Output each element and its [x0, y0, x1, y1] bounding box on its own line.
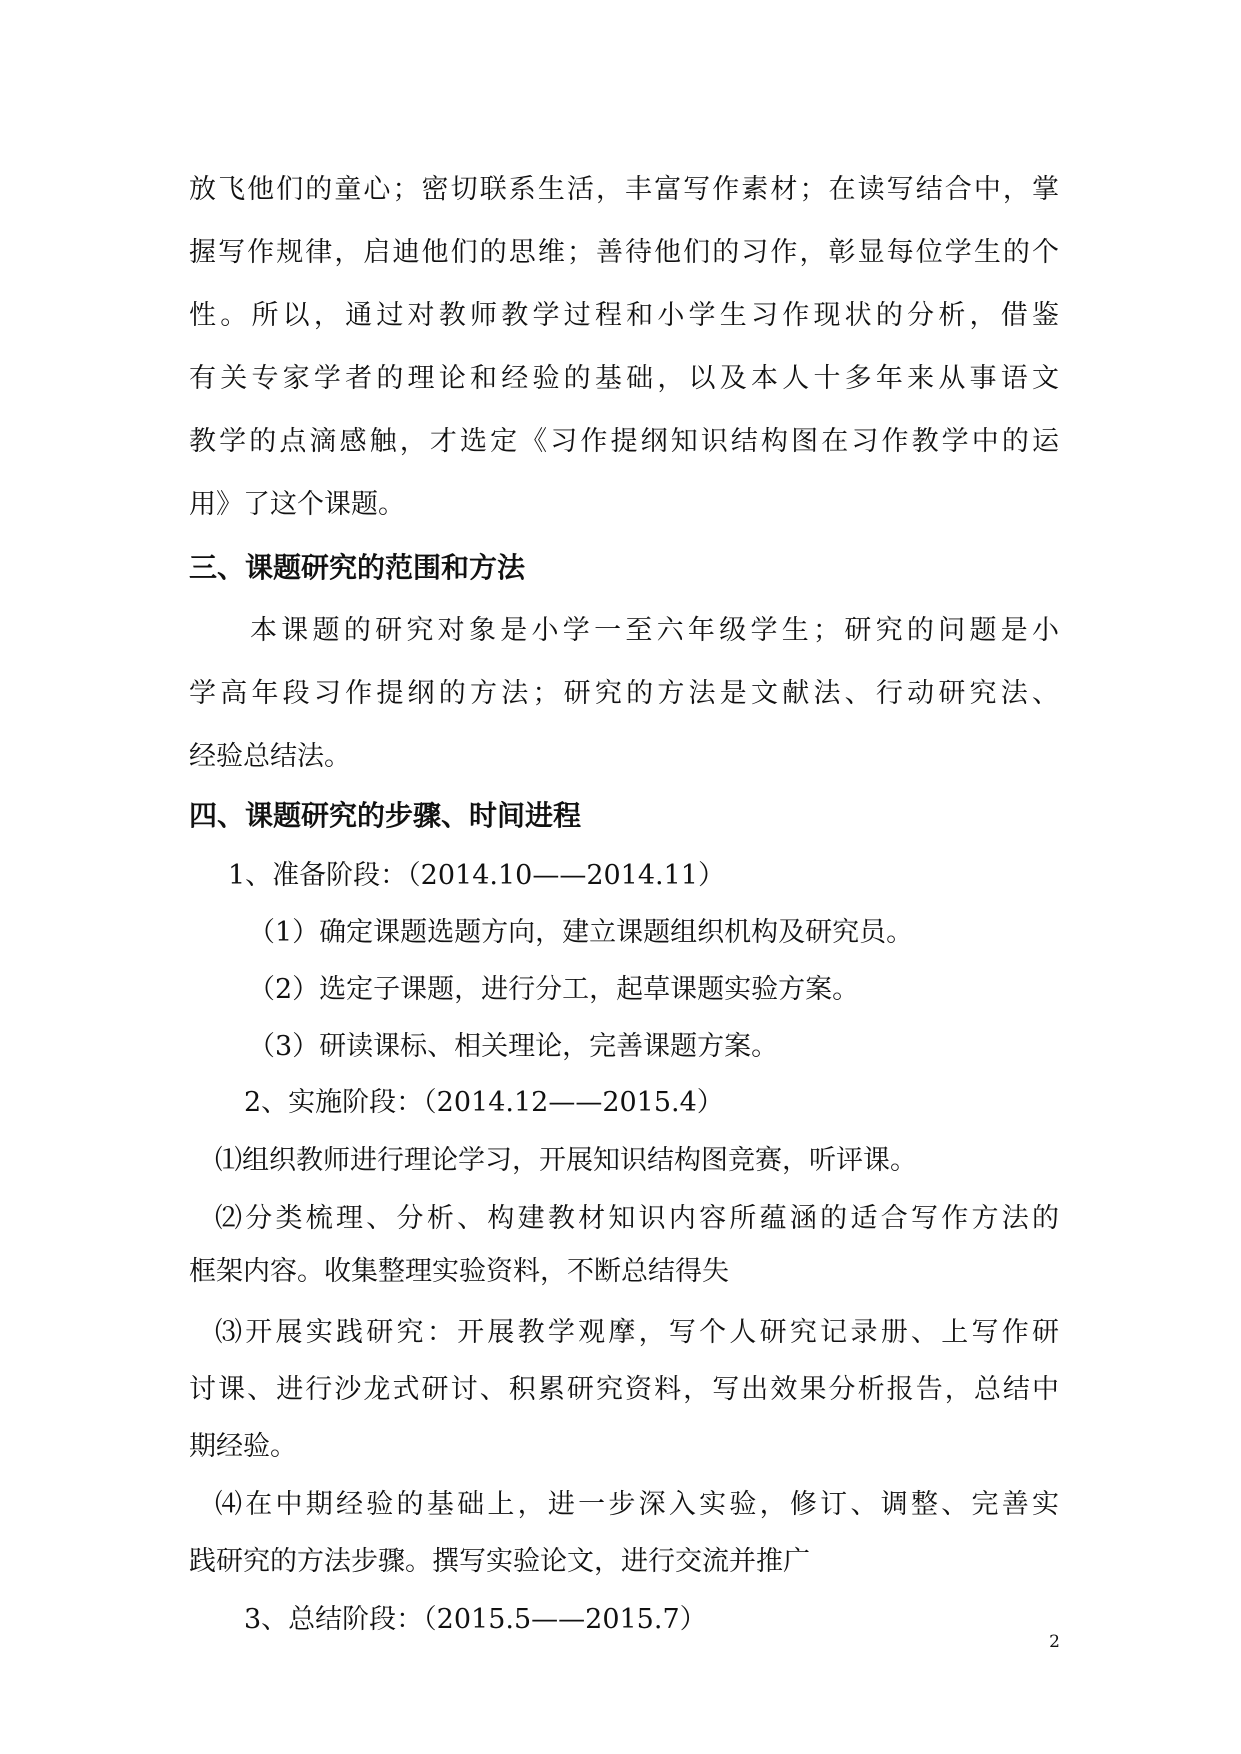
- stage-title: 2、实施阶段：（2014.12——2015.4）: [244, 1087, 724, 1118]
- list-item-continuation: 框架内容。收集整理实验资料，不断总结得失: [189, 1256, 729, 1287]
- list-item-continuation: 讨课、进行沙龙式研讨、积累研究资料，写出效果分析报告，总结中: [189, 1374, 1059, 1405]
- list-item: ⑷在中期经验的基础上，进一步深入实验，修订、调整、完善实: [215, 1489, 1059, 1520]
- paragraph-line: 握写作规律，启迪他们的思维；善待他们的习作，彰显每位学生的个: [189, 237, 1059, 268]
- paragraph-line: 用》了这个课题。: [189, 489, 405, 520]
- list-item: （1）确定课题选题方向，建立课题组织机构及研究员。: [248, 917, 914, 948]
- paragraph-line: 性。所以，通过对教师教学过程和小学生习作现状的分析，借鉴: [189, 300, 1059, 331]
- list-item: （3）研读课标、相关理论，完善课题方案。: [248, 1031, 779, 1062]
- list-item-continuation: 期经验。: [189, 1431, 297, 1462]
- list-item: ⑵分类梳理、分析、构建教材知识内容所蕴涵的适合写作方法的: [215, 1203, 1059, 1234]
- list-item: ⑴组织教师进行理论学习，开展知识结构图竞赛，听评课。: [215, 1145, 917, 1176]
- paragraph-line: 学高年段习作提纲的方法；研究的方法是文献法、行动研究法、: [189, 678, 1059, 709]
- paragraph-line: 本课题的研究对象是小学一至六年级学生；研究的问题是小: [250, 615, 1059, 646]
- paragraph-line: 放飞他们的童心；密切联系生活，丰富写作素材；在读写结合中，掌: [189, 174, 1059, 205]
- page-number: 2: [1049, 1632, 1060, 1652]
- section-heading: 三、课题研究的范围和方法: [189, 551, 526, 584]
- paragraph-line: 教学的点滴感触，才选定《习作提纲知识结构图在习作教学中的运: [189, 426, 1059, 457]
- stage-title: 1、准备阶段：（2014.10——2014.11）: [228, 860, 725, 891]
- section-heading: 四、课题研究的步骤、时间进程: [189, 799, 582, 832]
- stage-title: 3、总结阶段：（2015.5——2015.7）: [244, 1604, 707, 1635]
- list-item: （2）选定子课题，进行分工，起草课题实验方案。: [248, 974, 860, 1005]
- paragraph-line: 经验总结法。: [189, 741, 351, 772]
- list-item-continuation: 践研究的方法步骤。撰写实验论文，进行交流并推广: [189, 1546, 810, 1577]
- list-item: ⑶开展实践研究：开展教学观摩，写个人研究记录册、上写作研: [215, 1317, 1059, 1348]
- paragraph-line: 有关专家学者的理论和经验的基础，以及本人十多年来从事语文: [189, 363, 1059, 394]
